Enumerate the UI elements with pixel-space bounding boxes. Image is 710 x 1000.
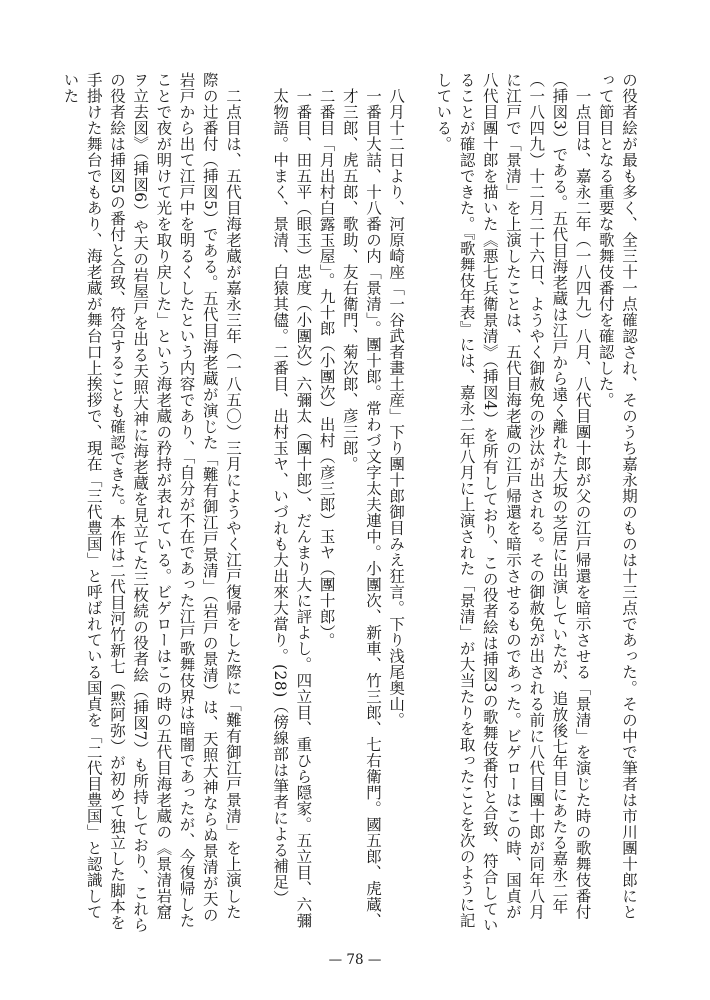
paragraph-first-item: 一点目は、嘉永二年（一八四九）八月、八代目團十郎が父の江戸帰還を暗示させる「景清」を演じた時の歌舞伎番付（挿図3）である。五代目海老蔵は江戸から遠く離れた大坂の芝居に出演していたが、追放後七年目にあたる嘉永二年（一八四九）十二月二十六日、ようやく御赦免の沙汰が出される。その御赦免が出される前に八代目團十郎が同年八月に江戸で「景清」を上演したことは、五代目海老蔵の江戸帰還を暗示させるものであった。ビゲローはこの時、国貞が八代目團十郎を描いた《悪七兵衛景清》（挿図4）を所有しており、この役者絵は挿図3の歌舞伎番付と合致、符合していることが確認できた。『歌舞伎年表』には、嘉永二年八月に上演された「景清」が大当たりを取ったことを次のように記している。 [434,72,592,933]
spacer [244,72,268,934]
quote-line: 二番目「月出村白露玉屋」。九十郎（小團次）出村（彦三郎）玉ヤ（團十郎）。 [317,87,336,648]
paragraph-second-item: 二点目は、五代目海老蔵が嘉永三年（一八五〇）三月にようやく江戸復帰をした際に「難有御江戸景清」を上演した際の辻番付（挿図5）である。五代目海老蔵が演じた「難有御江戸景清」（岩戸の景清）は、天照大神ならぬ景清が天の岩戸から出て江戸中を明るくしたという内容であり、「自分が不在であった江戸歌舞伎界は暗闇であったが、今復帰したことで夜が明けて光を取り戻した」という海老蔵の矜持が表れている。ビゲローはこの時の五代目海老蔵の《景清岩窟ヲ立去図》（挿図6）や天の岩屋戸を出る天照大神に海老蔵を見立てた三枚続の役者絵（挿図7）も所持しており、これらの役者絵は挿図5の番付と合致、符合することも確認できた。本作は二代目河竹新七（黙阿弥）が初めて独立した脚本を手掛けた舞台でもあり、海老蔵が舞台口上挨拶で、現在「三代豊国」と呼ばれている国貞を「二代目豊国」と認識していた [61,72,242,933]
spacer [407,72,431,934]
quote-line: 一番目、田五平（眼玉）忠度（小團次）六彌太（團十郎）、だんまり大に評よし。四立目、重ひら隠家。五立目、六彌太物語。中まく、景清、白猿其儘。二番目、出村玉ヤ、いづれも大出來大當り。(28)（傍線部は筆者による補足） [271,87,313,928]
quote-line: 八月十二日より、河原崎座「一谷武者畫土産」下り團十郎御目みえ狂言。下り浅尾奥山。 [387,87,406,728]
paragraph-continued: の役者絵が最も多く、全三十一点確認され、そのうち嘉永期のものは十三点であった。その中で筆者は市川團十郎にとって節目となる重要な歌舞伎番付を確認した。 [596,72,638,920]
quote-line: 一番目大詰、十八番の内「景清」。團十郎。常わづ文字太夫連中。小團次、新車、竹三郎、七右衛門。國五郎、虎蔵、才三郎、虎五郎、歌助、友右衛門、菊次郎、彦三郎。 [340,87,382,928]
page-number: — 78 — [328,952,382,968]
vertical-body-text [60,72,640,934]
